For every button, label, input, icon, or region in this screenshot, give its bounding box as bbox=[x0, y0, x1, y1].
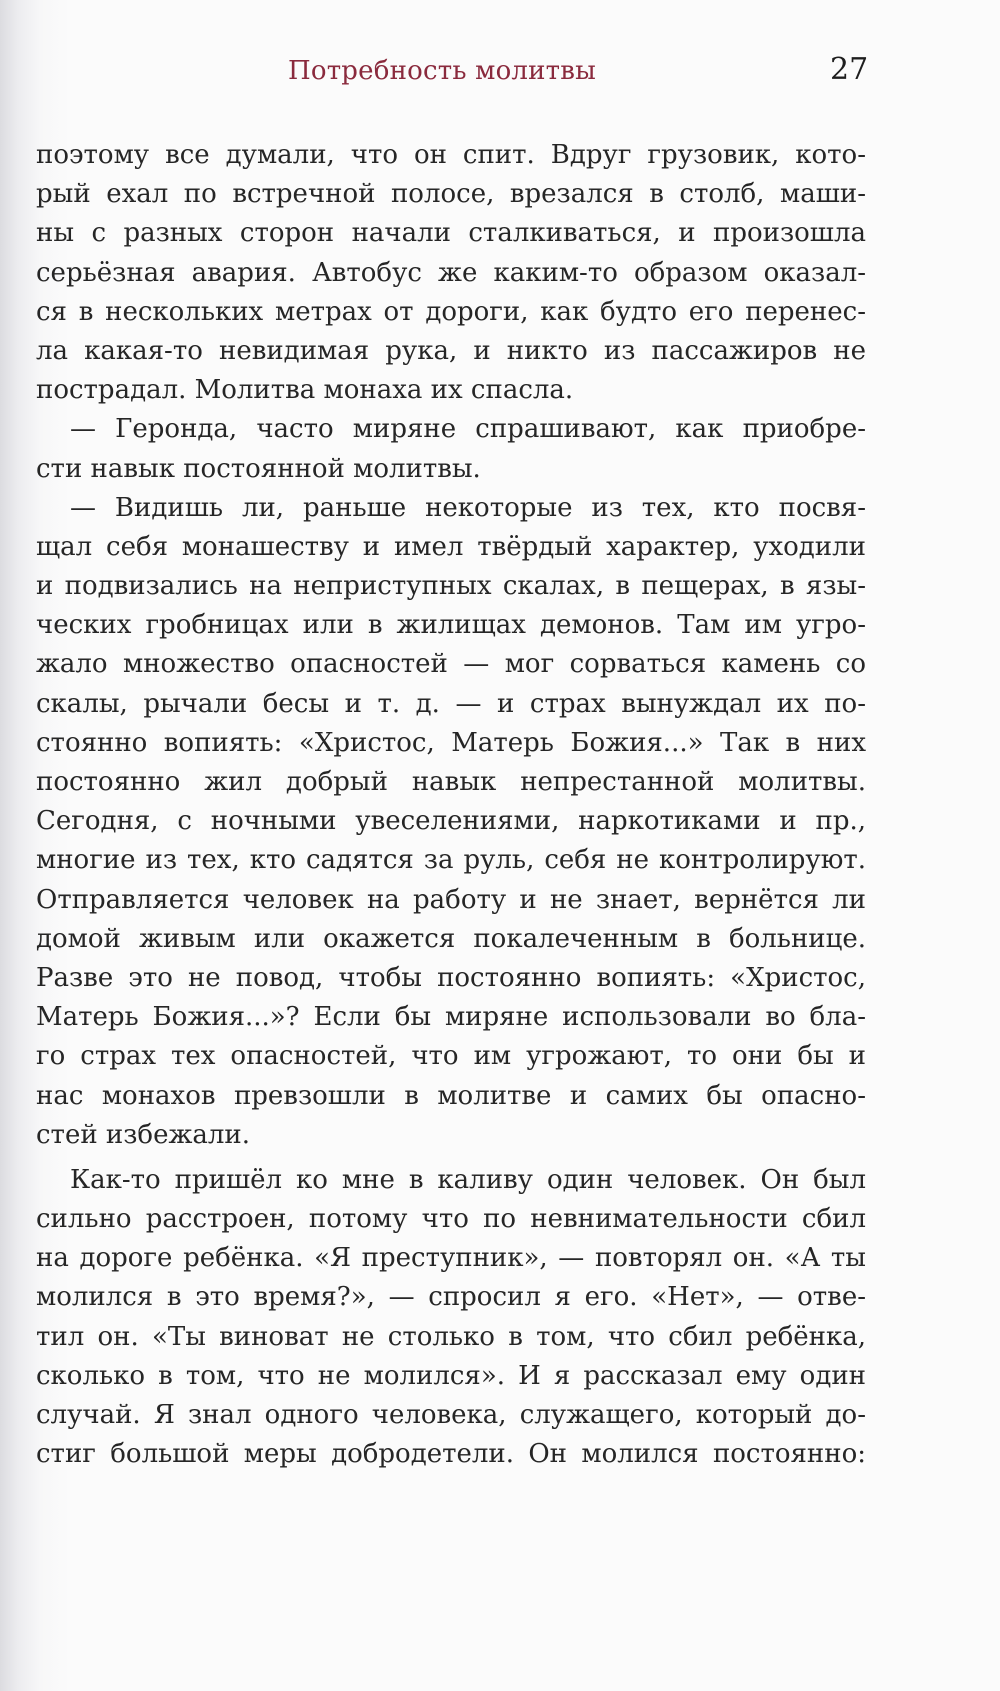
text-line: сти навык постоянной молитвы. bbox=[36, 453, 481, 484]
text-line: сильно расстроен, потому что по невнимательности сбил bbox=[36, 1204, 866, 1235]
text-line: молился в это время?», — спросил я его. «Нет», — отве- bbox=[36, 1282, 866, 1313]
text-line: ческих гробницах или в жилищах демонов. Там им угро- bbox=[36, 610, 866, 641]
text-line: Отправляется человек на работу и не знает, вернётся ли bbox=[36, 884, 866, 915]
text-line: щал себя монашеству и имел твёрдый характер, уходили bbox=[36, 531, 866, 562]
text-line: скалы, рычали бесы и т. д. — и страх вынуждал их по- bbox=[36, 688, 866, 719]
text-line: стиг большой меры добродетели. Он молился постоянно: bbox=[36, 1439, 866, 1470]
text-line: домой живым или окажется покалеченным в больнице. bbox=[36, 923, 866, 954]
text-line: ся в нескольких метрах от дороги, как будто его перенес- bbox=[36, 296, 866, 327]
text-line: — Видишь ли, раньше некоторые из тех, кто посвя- bbox=[70, 492, 866, 523]
page-number: 27 bbox=[830, 52, 869, 87]
text-line: стоянно вопиять: «Христос, Матерь Божия...» Так в них bbox=[36, 727, 866, 758]
text-line: ны с разных сторон начали сталкиваться, и произошла bbox=[36, 218, 866, 249]
text-line: случай. Я знал одного человека, служащего, который до- bbox=[36, 1400, 866, 1430]
body-text bbox=[36, 136, 866, 1474]
text-line: Как-то пришёл ко мне в каливу один человек. Он был bbox=[70, 1164, 866, 1195]
text-line: поэтому все думали, что он спит. Вдруг грузовик, кото- bbox=[36, 140, 866, 170]
text-line: серьёзная авария. Автобус же каким-то образом оказал- bbox=[36, 257, 866, 288]
text-line: го страх тех опасностей, что им угрожают, то они бы и bbox=[36, 1041, 866, 1072]
running-title: Потребность молитвы bbox=[288, 56, 596, 86]
text-line: ла какая-то невидимая рука, и никто из пассажиров не bbox=[36, 335, 866, 366]
text-line: пострадал. Молитва монаха их спасла. bbox=[36, 375, 574, 406]
text-line: жало множество опасностей — мог сорваться камень со bbox=[36, 649, 866, 680]
text-line: Разве это не повод, чтобы постоянно вопиять: «Христос, bbox=[36, 962, 866, 993]
text-line: — Геронда, часто миряне спрашивают, как приобре- bbox=[70, 414, 866, 445]
running-header bbox=[0, 52, 1000, 96]
text-line: рый ехал по встречной полосе, врезался в столб, маши- bbox=[36, 179, 866, 210]
text-line: многие из тех, кто садятся за руль, себя не контролируют. bbox=[36, 845, 866, 876]
text-line: нас монахов превзошли в молитве и самих бы опасно- bbox=[36, 1080, 866, 1111]
text-line: стей избежали. bbox=[36, 1119, 251, 1150]
text-line: сколько в том, что не молился». И я рассказал ему один bbox=[36, 1360, 866, 1391]
text-line: постоянно жил добрый навык непрестанной молитвы. bbox=[36, 767, 866, 797]
text-line: на дороге ребёнка. «Я преступник», — повторял он. «А ты bbox=[36, 1243, 866, 1274]
text-line: Сегодня, с ночными увеселениями, наркотиками и пр., bbox=[36, 806, 866, 837]
text-line: тил он. «Ты виноват не столько в том, что сбил ребёнка, bbox=[36, 1321, 866, 1352]
text-line: Матерь Божия...»? Если бы миряне использовали во бла- bbox=[36, 1002, 866, 1033]
text-line: и подвизались на неприступных скалах, в пещерах, в язы- bbox=[36, 571, 866, 602]
